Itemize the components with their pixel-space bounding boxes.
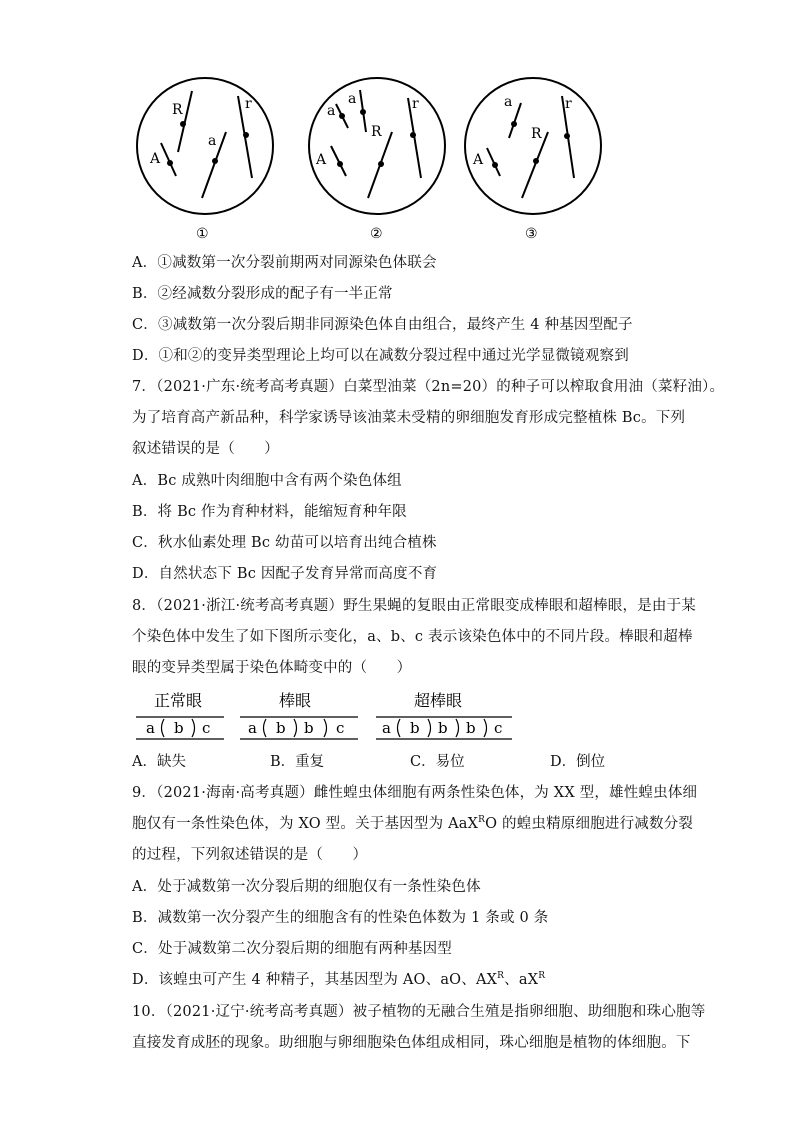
centromere	[492, 162, 498, 168]
q6-option-a: A．①减数第一次分裂前期两对同源染色体联会	[132, 255, 437, 271]
centromere	[511, 121, 517, 127]
gene-label: a	[348, 91, 357, 107]
cell-2-membrane	[309, 78, 445, 214]
centromere	[180, 121, 186, 127]
q8-option-b: B．重复	[270, 754, 325, 770]
segment-label: b	[304, 719, 314, 737]
segment-label: a	[382, 719, 391, 737]
q8-option-a: A．缺失	[132, 754, 186, 770]
q9-option-d-text: D．该蝗虫可产生 4 种精子，其基因型为 AO、aO、AX	[132, 972, 498, 988]
chromosome	[178, 91, 192, 152]
q9-stem-line-3: 的过程，下列叙述错误的是（ ）	[132, 847, 368, 863]
q8-stem-line-3: 眼的变异类型属于染色体畸变中的（ ）	[132, 660, 412, 676]
q9-option-b: B．减数第一次分裂产生的细胞含有的性染色体数为 1 条或 0 条	[132, 910, 549, 926]
cell-1-membrane	[137, 78, 273, 214]
ultra-bar-eye-title: 超棒眼	[414, 691, 463, 710]
q9-stem-line-2	[132, 813, 693, 835]
bar-eye-chromosome	[240, 691, 358, 739]
chromosome	[487, 148, 500, 176]
q10-stem-line-2: 直接发育成胚的现象。助细胞与卵细胞染色体组成相同，珠心细胞是植物的体细胞。下	[132, 1035, 691, 1051]
segment-label: b	[174, 719, 184, 737]
superscript: R	[538, 971, 546, 981]
gene-label: r	[245, 96, 252, 112]
centromere	[337, 161, 343, 167]
cell-1-number: ①	[196, 226, 209, 242]
gene-label: a	[208, 133, 217, 149]
centromere	[564, 133, 570, 139]
segment-label: c	[336, 719, 345, 737]
cell-3-membrane	[465, 78, 601, 214]
centromere	[410, 132, 416, 138]
cell-3-number: ③	[525, 226, 538, 242]
q7-stem-line-1: 7．（2021·广东·统考高考真题）白菜型油菜（2n=20）的种子可以榨取食用油（菜籽油）。	[132, 379, 725, 395]
gene-label: A	[150, 151, 161, 167]
q9-option-d	[132, 969, 545, 991]
q7-option-a: A．Bc 成熟叶肉细胞中含有两个染色体组	[132, 473, 402, 489]
gene-label: a	[504, 94, 513, 110]
gene-label: R	[371, 124, 382, 140]
q8-options	[132, 750, 732, 774]
segment-label: c	[494, 719, 503, 737]
q9-option-c: C．处于减数第二次分裂后期的细胞有两种基因型	[132, 941, 452, 957]
gene-label: R	[172, 102, 183, 118]
segment-label: b	[410, 719, 420, 737]
bar-eye-title: 棒眼	[279, 691, 312, 710]
chromosome-segment-figure	[130, 684, 530, 744]
segment-label: b	[466, 719, 476, 737]
chromosome	[161, 143, 176, 176]
cell-3	[465, 78, 601, 242]
q7-stem-line-3: 叙述错误的是（ ）	[132, 441, 279, 457]
q7-stem-line-2: 为了培育高产新品种，科学家诱导该油菜未受精的卵细胞发育形成完整植株 Bc。下列	[132, 410, 686, 426]
q9-stem-line-2-head: 胞仅有一条性染色体，为 XO 型。关于基因型为 AaX	[132, 816, 479, 832]
q6-option-c: C．③减数第一次分裂后期非同源染色体自由组合，最终产生 4 种基因型配子	[132, 317, 633, 333]
centromere	[378, 161, 384, 167]
q8-stem-line-1: 8．（2021·浙江·统考高考真题）野生果蝇的复眼由正常眼变成棒眼和超棒眼，是由于某	[132, 598, 696, 614]
gene-label: A	[473, 152, 484, 168]
normal-eye-title: 正常眼	[154, 691, 203, 710]
centromere	[212, 158, 218, 164]
gene-label: r	[412, 96, 419, 112]
gene-label: r	[565, 96, 572, 112]
centromere	[167, 160, 173, 166]
cell-2	[309, 78, 445, 242]
superscript: R	[478, 815, 486, 825]
q8-option-c: C．易位	[410, 754, 465, 770]
q8-stem-line-2: 个染色体中发生了如下图所示变化，a、b、c 表示该染色体中的不同片段。棒眼和超棒	[132, 629, 693, 645]
centromere	[243, 132, 249, 138]
q9-option-a: A．处于减数第一次分裂后期的细胞仅有一条性染色体	[132, 879, 481, 895]
centromere	[360, 109, 366, 115]
normal-eye-chromosome	[136, 691, 224, 739]
centromere	[339, 113, 345, 119]
cell-division-figure	[130, 68, 610, 248]
q7-option-d: D．自然状态下 Bc 因配子发育异常而高度不育	[132, 566, 438, 582]
segment-label: a	[248, 719, 257, 737]
gene-label: R	[531, 126, 542, 142]
cell-1	[137, 78, 273, 242]
q9-stem-line-2-tail: O 的蝗虫精原细胞进行减数分裂	[485, 816, 694, 832]
q7-option-c: C．秋水仙素处理 Bc 幼苗可以培育出纯合植株	[132, 535, 437, 551]
segment-label: c	[202, 719, 211, 737]
q9-stem-line-1: 9．（2021·海南·高考真题）雌性蝗虫体细胞有两条性染色体，为 XX 型，雄性蝗虫体细	[132, 785, 698, 801]
segment-label: b	[438, 719, 448, 737]
q7-option-b: B．将 Bc 作为育种材料，能缩短育种年限	[132, 504, 407, 520]
q6-option-d: D．①和②的变异类型理论上均可以在减数分裂过程中通过光学显微镜观察到	[132, 348, 629, 364]
gene-label: a	[327, 103, 336, 119]
q9-option-d-text: 、aX	[504, 972, 539, 988]
segment-label: b	[276, 719, 286, 737]
centromere	[533, 158, 539, 164]
cell-2-number: ②	[370, 226, 383, 242]
segment-label: a	[146, 719, 155, 737]
ultra-bar-eye-chromosome	[376, 691, 512, 739]
superscript: R	[497, 971, 505, 981]
q10-stem-line-1: 10．（2021·辽宁·统考高考真题）被子植物的无融合生殖是指卵细胞、助细胞和珠心胞等	[132, 1004, 706, 1020]
chromosome	[331, 146, 346, 176]
q6-option-b: B．②经减数分裂形成的配子有一半正常	[132, 286, 393, 302]
gene-label: A	[316, 152, 327, 168]
q8-option-d: D．倒位	[550, 754, 606, 770]
